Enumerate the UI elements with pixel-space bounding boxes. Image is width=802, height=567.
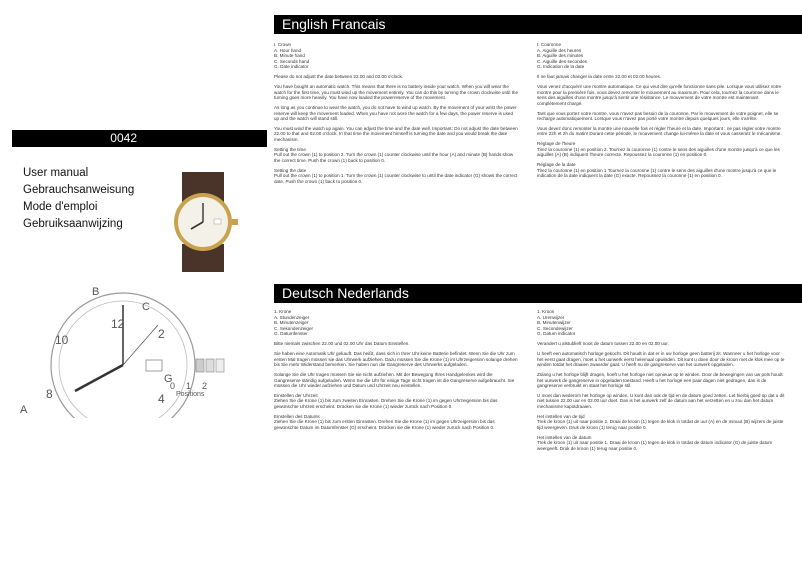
french-warning: Il ne faut jamais changer la date entre 22.00 et 02.00 heures. <box>537 74 662 80</box>
english-paragraph: You must wind the watch up again. You can adjust the time and the date well. Important: Do not adjust the date between 22.00 to that and 02.00 o'clock. In that time the movement himself is turning the date and you would break the date mechanism. <box>274 125 518 143</box>
part-date-indicator: G. Date indicator <box>274 64 309 70</box>
position-number-1: 1 <box>186 381 192 391</box>
diagram-second-hand <box>123 325 158 365</box>
watch-date-window <box>214 219 221 224</box>
diagram-crown-position-2 <box>216 359 224 372</box>
diagram-crown <box>196 359 204 372</box>
french-paragraph: Vous venez d'acquérir une montre automatique. Ce qui veut dire qu'elle fonctionne sans pile. Lorsque vous utilisez votre montre pour la première fois, vous devez remonter le mouvement au maximum. Pour cela, tournez la couronne dans le sens des aiguilles d'une montre jusqu'à sentir une résistance. Le mouvement de votre montre est maintenant complètement chargé. <box>537 83 782 106</box>
dutch-time-heading: Het instellen van de tijd <box>537 413 585 419</box>
part-date-indicator: G. Datumfenster <box>274 331 308 337</box>
english-time-text: Pull out the crown (1) to position 2. Turn the crown (1) counter clockwise until the hour (A) and minute (B) hands show the correct time. Push the crown (1) back to position 0. <box>274 152 514 164</box>
english-date-text: Pull out the crown (1) to position 1. Turn the crown (1) counter clockwise to until the date indicator (G) shows the correct date. Push the crown (1) back to position 0. <box>274 173 518 184</box>
model-number-bar: 0042 <box>12 130 267 147</box>
part-minute-hand: B. Minutenwijzer <box>537 320 571 326</box>
german-date-text: Ziehen Sie die Krone (1) bis zum ersten Einrasten. Drehen Sie die Krone (1) im gegen Uhrzeigersinn bis das gewünschte Datum im Datumfenster (G) erscheint. Drücken sie die Krone (1) wieder zurück nach Position 0. <box>274 419 495 431</box>
german-warning: Bitte niemals zwischen 22.00 und 02.00 Uhr das Datum Einstellen. <box>274 341 410 347</box>
part-seconds-hand: C. Aiguille des secondes <box>537 58 588 64</box>
dutch-column <box>537 309 787 456</box>
part-seconds-hand: C. Sekundenzeiger <box>274 325 314 331</box>
part-date-indicator: G. Datum indicator <box>537 331 576 337</box>
watch-crown <box>232 219 238 225</box>
part-seconds-hand: C. Secondewijzer <box>537 325 573 331</box>
callout-a: A <box>20 404 28 416</box>
watch-photo <box>150 172 260 272</box>
position-number-2: 2 <box>202 381 208 391</box>
dutch-paragraph: U heeft een automatisch horloge gekocht. Dit houdt in dat er in uw horloge geen batterij zit. Wanneer u het horloge voor het eerst gaat dragen, moet u het uurwerk eerst helemaal opwinden. Dit kunt u doen door de kroon met de klok mee op te winden totdat het draaien zwaarder gaat. U heeft nu de gangreserve van het uurwerk opgeladen. <box>537 350 785 368</box>
title-english: User manual <box>23 167 89 179</box>
part-hour-hand: A. Stundenzeiger <box>274 314 310 320</box>
manual-titles <box>23 165 134 233</box>
part-seconds-hand: C. Seconds hand <box>274 58 310 64</box>
title-dutch: Gebruiksaanwijzing <box>23 218 123 230</box>
part-crown: I. Couronne <box>537 42 562 47</box>
english-column <box>274 42 519 189</box>
dial-number-4: 4 <box>158 392 165 406</box>
watch-diagram <box>18 283 278 418</box>
title-french: Mode d'emploi <box>23 201 98 213</box>
dial-number-8: 8 <box>46 387 53 401</box>
dutch-paragraph: Zolang u het horloge blijft dragen, hoeft u het horloge niet opnieuw op te winden. Door de bewegingen van uw pols houdt het uurwerk de gangreserve in opgeladen toestand. Heeft u het horloge een paar dagen niet gedragen, dan is de gangreserve verbruikt en staat het horloge stil. <box>537 371 783 389</box>
english-time-heading: Setting the time <box>274 146 306 152</box>
dial-number-10: 10 <box>55 333 69 347</box>
diagram-date-window <box>146 360 162 371</box>
english-paragraph: You have bought an automatic watch. This means that there is no battery inside your watch. When you will wear the watch for the first time, you must wind up the movement entirely. You can do this by turning the crown clockwise until the turning goes more heavily. You have now loaded the powerreserve of the movement. <box>274 83 519 101</box>
german-paragraph: Solange Sie die Uhr tragen müssen Sie sie nicht aufziehen. Mit der Bewegung Ihres Handgelenkes wird die Gangreserve ständig aufgeladen. Wenn Sie die Uhr für einige Tage nicht tragen ist die Gangreserve aufgebraucht. Sie müssen die Uhr wieder aufziehen und Datum und Uhrzeit neu einstellen. <box>274 371 515 389</box>
english-warning: Please do not adjust the date between 22.00 and 02.00 o'clock. <box>274 74 404 80</box>
diagram-crown-position-1 <box>206 359 214 372</box>
part-crown: I. Crown <box>274 42 292 47</box>
dutch-time-text: Trek de kroon (1) uit naar positie 2. Draai de kroon (1) tegen de klok in totdat de uur (A) en de minuut (B) wijzers de juiste tijd weergeven. Druk de kroon (1) terug naar positie 0. <box>537 419 784 431</box>
callout-g: G <box>164 373 173 385</box>
part-hour-hand: A. Urenwijzer <box>537 314 565 320</box>
french-paragraph: Tant que vous portez votre montre, vous n'avez pas besoin de la couronne. Par le mouvement de votre poignet, elle se recharge automatiquement. Lorsque vous n'avez pas porté votre montre depuis quelques jours, elle s'arrête. <box>537 110 779 122</box>
german-time-text: Ziehen Sie die Krone (1) bis zum zweiten Einrasten. Drehen Sie die Krone (1) im gegen Uhrzeigersinn bis das gewünschte Uhrzeit erscheint. Drücken sie die Krone (1) wieder zurück nach Position 0. <box>274 398 498 410</box>
french-paragraph: Vous devez donc remonter la montre une nouvelle fois et régler l'heure et la date. Important : ne pas régler votre montre entre 22h et 2h du matin! Durant cette période, le mouvement change lui-même la date et vous casseriez le mécanisme. <box>537 125 782 137</box>
position-number-0: 0 <box>170 381 176 391</box>
german-column <box>274 309 519 435</box>
part-crown: 1. Krone <box>274 309 292 314</box>
part-hour-hand: A. Aiguille des heures <box>537 47 582 53</box>
part-minute-hand: B. Minutenzeiger <box>274 320 309 326</box>
german-time-heading: Einstellen der Uhrzeit <box>274 392 318 398</box>
dutch-date-heading: Het instellen van de datum <box>537 434 592 440</box>
callout-b: B <box>92 286 100 298</box>
french-time-text: Tirez la couronne (1) en position 2. Tournez la couronne (1) contre le sens des aiguilles d'une montre jusqu'à ce que les aiguilles (A) (B) indiquent l'heure correcte. Repoussez la couronne (1) en position 0. <box>537 146 780 158</box>
diagram-hour-hand <box>75 365 123 391</box>
callout-c: C <box>142 301 150 313</box>
part-date-indicator: G. Indication de la date <box>537 64 585 70</box>
part-minute-hand: B. Minute hand <box>274 53 305 59</box>
header-deutsch-nederlands: Deutsch Nederlands <box>274 284 802 303</box>
english-date-heading: Setting the date <box>274 167 307 173</box>
part-crown: 1. Kroon <box>537 309 555 314</box>
dial-number-12: 12 <box>111 317 125 331</box>
dutch-paragraph: U moet dan wederom het horloge op winden. U kunt dan ook de tijd en de datum goed zetten. Let hierbij goed op dat u dit niet tussen 22.00 uur en 02.00 uur doet. Dan is het uurwerk zelf de datum aan het verzetten en u zou dan het datum mechanisme kapotdraaien. <box>537 392 785 410</box>
german-paragraph: Sie haben eine Automatik Uhr gekauft. Das heißt, dass sich in Ihrer Uhr keine Batterie befindet. Wenn Sie die Uhr zum ersten Mal tragen müssen sie das Uhrwerk aufziehen. Dazu müssen Sie die Krone (1) im Uhrzeigersinn solange drehen bis Sie mehr Widerstand bemerken. Sie haben nun die Gangreserve des Uhrwerks aufgeladen. <box>274 350 518 368</box>
french-date-heading: Réglage de la date <box>537 162 576 168</box>
header-english-francais: English Francais <box>274 15 802 34</box>
french-date-text: Tirez la couronne (1) en position 1 Tournez la couronne (1) contre le sens des aiguilles d'une montre jusqu'à ce que le indication de la date indiquent la date (G) exacte. Repoussez la couronne (1) en position 0. <box>537 167 777 179</box>
positions-label: Positions <box>176 391 205 398</box>
title-german: Gebrauchsanweisung <box>23 184 135 196</box>
french-time-heading: Réglage de l'heure <box>537 141 576 147</box>
german-date-heading: Einstellen des Datums <box>274 413 320 419</box>
dial-number-2: 2 <box>158 327 165 341</box>
part-minute-hand: B. Aiguille des minutes <box>537 53 584 59</box>
dutch-date-text: Trek de kroon (1) uit naar positie 1. Draai de kroon (1) tegen de klok in totdat de datum indicator (G) de juiste datum weergeeft. Druk de kroon (1) terug naar positie 0. <box>537 440 773 451</box>
dutch-warning: Verandert u alstublieft nooit de datum tussen 22.00 en 02.00 uur. <box>537 341 669 347</box>
english-paragraph: As long as you continue to wear the watch, you do not have to wind up watch. By the movement of your wrist the power reserve will keep the movement loaded. When you have not wore the watch for a few days, the power reserve is used up and the watch will stand still. <box>274 104 517 122</box>
french-column <box>537 42 787 183</box>
part-hour-hand: A. Hour hand <box>274 47 302 53</box>
